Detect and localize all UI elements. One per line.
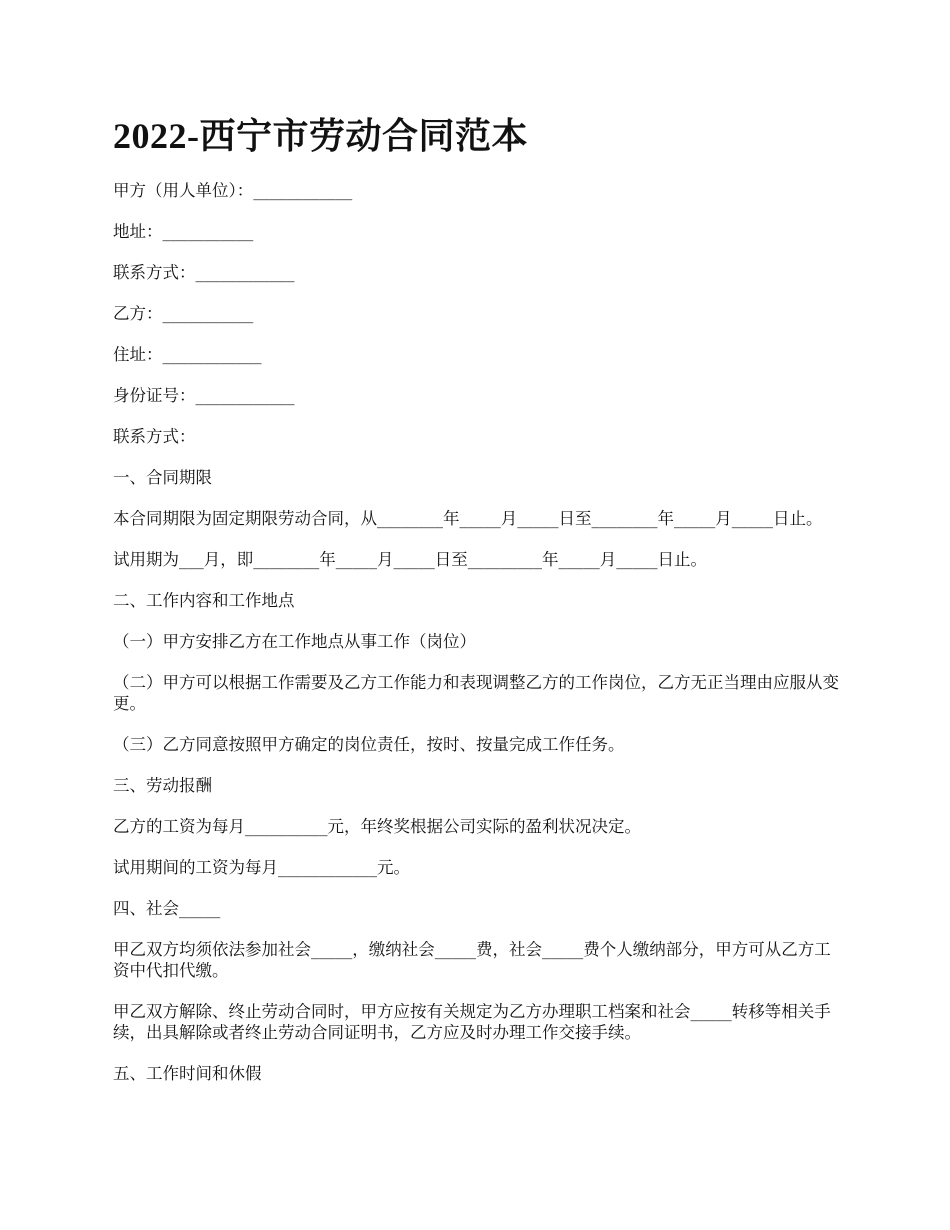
probation-paragraph: 试用期为___月，即________年_____月_____日至_________年_____月_____日止。 bbox=[113, 550, 707, 569]
section-heading-working-hours: 五、工作时间和休假 bbox=[113, 1064, 262, 1083]
work-content-item-1: （一）甲方安排乙方在工作地点从事工作（岗位） bbox=[113, 632, 476, 651]
social-insurance-paragraph-1: 甲乙双方均须依法参加社会_____，缴纳社会_____费，社会_____费个人缴纳部分，甲方可从乙方工资中代扣代缴。 bbox=[113, 940, 831, 980]
party-b-line: 乙方：___________ bbox=[113, 304, 254, 323]
work-content-item-2: （二）甲方可以根据工作需要及乙方工作能力和表现调整乙方的工作岗位，乙方无正当理由应服从变更。 bbox=[113, 673, 839, 713]
probation-salary-paragraph: 试用期间的工资为每月____________元。 bbox=[113, 858, 410, 877]
document-page bbox=[113, 110, 841, 1104]
salary-paragraph: 乙方的工资为每月__________元，年终奖根据公司实际的盈利状况决定。 bbox=[113, 817, 641, 836]
social-insurance-paragraph-2: 甲乙双方解除、终止劳动合同时，甲方应按有关规定为乙方办理职工档案和社会_____转移等相关手续，出具解除或者终止劳动合同证明书，乙方应及时办理工作交接手续。 bbox=[113, 1002, 831, 1042]
section-heading-work-content: 二、工作内容和工作地点 bbox=[113, 591, 295, 610]
party-a-line: 甲方（用人单位）：____________ bbox=[113, 181, 353, 200]
contract-term-paragraph: 本合同期限为固定期限劳动合同，从________年_____月_____日至________年_____月_____日止。 bbox=[113, 509, 823, 528]
section-heading-social-insurance: 四、社会_____ bbox=[113, 899, 221, 918]
section-heading-remuneration: 三、劳动报酬 bbox=[113, 776, 212, 795]
party-a-contact-line: 联系方式：____________ bbox=[113, 263, 295, 282]
party-b-residence-line: 住址：____________ bbox=[113, 345, 262, 364]
section-heading-contract-term: 一、合同期限 bbox=[113, 468, 212, 487]
party-b-contact-line: 联系方式： bbox=[113, 427, 196, 446]
document-title: 2022-西宁市劳动合同范本 bbox=[113, 116, 528, 156]
party-b-id-line: 身份证号：____________ bbox=[113, 386, 295, 405]
party-a-address-line: 地址：___________ bbox=[113, 222, 254, 241]
work-content-item-3: （三）乙方同意按照甲方确定的岗位责任，按时、按量完成工作任务。 bbox=[113, 735, 625, 754]
